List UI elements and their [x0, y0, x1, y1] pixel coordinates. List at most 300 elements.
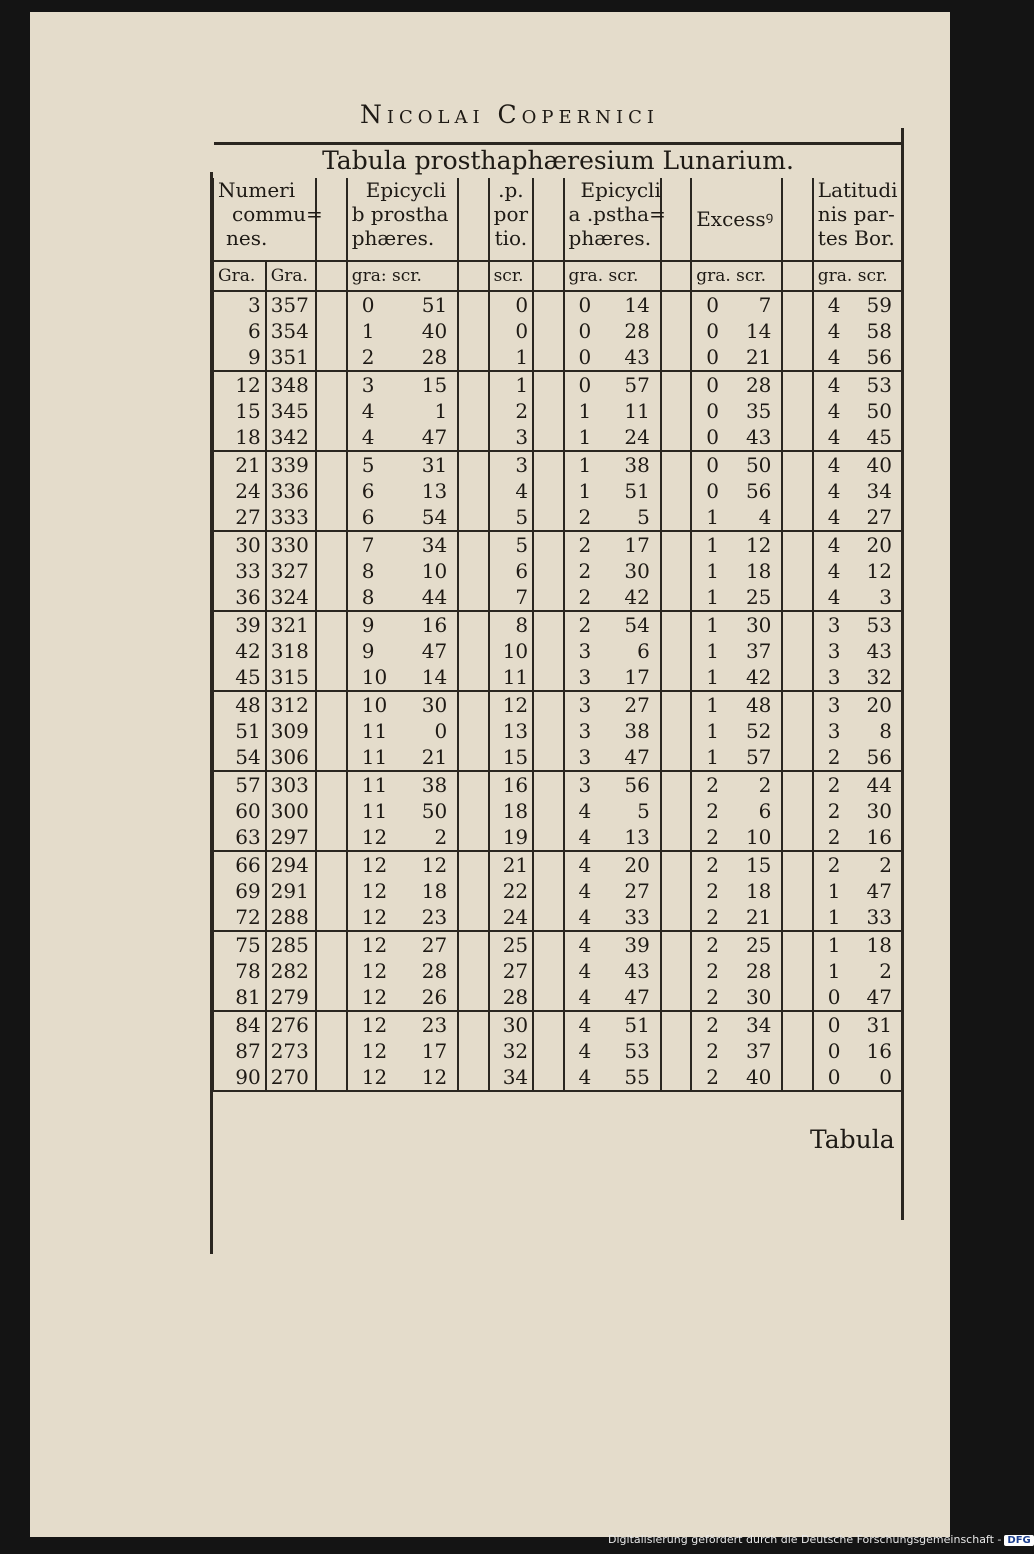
arg-degrees: 90: [213, 1064, 266, 1091]
proportio-value: 6: [489, 558, 534, 584]
degrees: 1: [578, 453, 592, 477]
excessus-value: [691, 904, 782, 931]
latitudo-value: [813, 504, 902, 531]
table-title: Tabula prosthaphæresium Lunarium.: [322, 146, 794, 175]
arg-degrees: 81: [213, 984, 266, 1011]
minutes: 38: [421, 773, 448, 797]
table-row: [213, 398, 902, 424]
arg-complement: 357: [266, 291, 317, 318]
header-numeri-communes: Numeri commu= nes.: [213, 178, 316, 261]
epicycli-a-value: [564, 1064, 661, 1091]
minutes: 16: [421, 613, 448, 637]
epicycli-b-value: [347, 718, 458, 744]
epicycli-a-value: [564, 531, 661, 558]
degrees: 0: [827, 1039, 841, 1063]
minutes: 53: [866, 613, 892, 637]
degrees: 1: [706, 613, 719, 637]
table-row: [213, 1064, 902, 1091]
proportio-value: 1: [489, 371, 534, 398]
minutes: 54: [624, 613, 650, 637]
minutes: 50: [745, 453, 772, 477]
minutes: 20: [866, 693, 892, 717]
degrees: 2: [706, 853, 719, 877]
proportio-value: 21: [489, 851, 534, 878]
degrees: 4: [827, 533, 841, 557]
minutes: 40: [421, 319, 448, 343]
degrees: 0: [827, 1013, 841, 1037]
epicycli-b-value: [347, 851, 458, 878]
minutes: 44: [421, 585, 448, 609]
excessus-value: [691, 718, 782, 744]
degrees: 2: [827, 773, 841, 797]
table-row: [213, 851, 902, 878]
degrees: 6: [361, 505, 375, 529]
minutes: 47: [866, 879, 892, 903]
unit-gra-2: Gra.: [266, 261, 317, 291]
epicycli-a-value: [564, 1011, 661, 1038]
excessus-value: [691, 478, 782, 504]
running-head: Nicolai Copernici: [360, 100, 659, 129]
arg-complement: 309: [266, 718, 317, 744]
degrees: 1: [706, 505, 719, 529]
epicycli-a-value: [564, 371, 661, 398]
degrees: 0: [706, 425, 719, 449]
degrees: 12: [361, 853, 388, 877]
arg-degrees: 60: [213, 798, 266, 824]
minutes: 5: [637, 505, 650, 529]
arg-complement: 282: [266, 958, 317, 984]
latitudo-value: [813, 1011, 902, 1038]
latitudo-value: [813, 984, 902, 1011]
degrees: 4: [827, 345, 841, 369]
minutes: 43: [624, 959, 650, 983]
minutes: 43: [745, 425, 772, 449]
latitudo-value: [813, 904, 902, 931]
epicycli-b-value: [347, 664, 458, 691]
proportio-value: 25: [489, 931, 534, 958]
table-row: [213, 1038, 902, 1064]
degrees: 9: [361, 613, 375, 637]
minutes: 21: [745, 905, 772, 929]
excessus-value: [691, 558, 782, 584]
degrees: 0: [827, 985, 841, 1009]
degrees: 0: [706, 319, 719, 343]
degrees: 2: [827, 853, 841, 877]
minutes: 2: [879, 853, 892, 877]
epicycli-b-value: [347, 558, 458, 584]
degrees: 3: [827, 613, 841, 637]
minutes: 40: [745, 1065, 772, 1089]
excessus-value: [691, 451, 782, 478]
epicycli-b-value: [347, 638, 458, 664]
proportio-value: 13: [489, 718, 534, 744]
degrees: 4: [578, 799, 592, 823]
epicycli-a-value: [564, 958, 661, 984]
degrees: 0: [706, 479, 719, 503]
minutes: 50: [866, 399, 892, 423]
latitudo-value: [813, 931, 902, 958]
minutes: 56: [624, 773, 650, 797]
table-row: [213, 1011, 902, 1038]
header-epicycli-b: Epicycli b prostha phæres.: [347, 178, 458, 261]
epicycli-a-value: [564, 504, 661, 531]
degrees: 0: [578, 373, 592, 397]
degrees: 1: [706, 693, 719, 717]
degrees: 4: [578, 1039, 592, 1063]
table-row: [213, 291, 902, 318]
degrees: 4: [827, 373, 841, 397]
degrees: 1: [827, 905, 841, 929]
excessus-value: [691, 958, 782, 984]
degrees: 2: [827, 799, 841, 823]
epicycli-b-value: [347, 451, 458, 478]
degrees: 2: [827, 825, 841, 849]
footer-credit: [608, 1533, 1034, 1546]
minutes: 0: [434, 719, 448, 743]
table-row: [213, 558, 902, 584]
minutes: 8: [879, 719, 892, 743]
minutes: 47: [624, 985, 650, 1009]
arg-complement: 348: [266, 371, 317, 398]
epicycli-a-value: [564, 398, 661, 424]
minutes: 4: [758, 505, 772, 529]
proportio-value: 15: [489, 744, 534, 771]
unit-proportio: scr.: [489, 261, 534, 291]
degrees: 8: [361, 559, 375, 583]
minutes: 51: [624, 479, 650, 503]
minutes: 43: [866, 639, 892, 663]
degrees: 4: [578, 959, 592, 983]
proportio-value: 4: [489, 478, 534, 504]
degrees: 3: [361, 373, 375, 397]
degrees: 4: [578, 985, 592, 1009]
minutes: 0: [879, 1065, 892, 1089]
minutes: 47: [421, 425, 448, 449]
minutes: 47: [421, 639, 448, 663]
table-row: [213, 984, 902, 1011]
degrees: 11: [361, 719, 388, 743]
excessus-value: [691, 584, 782, 611]
minutes: 56: [866, 745, 892, 769]
proportio-value: 0: [489, 291, 534, 318]
degrees: 1: [578, 479, 592, 503]
table-row: [213, 584, 902, 611]
degrees: 0: [706, 293, 719, 317]
degrees: 4: [827, 505, 841, 529]
epicycli-b-value: [347, 478, 458, 504]
minutes: 10: [421, 559, 448, 583]
minutes: 14: [421, 665, 448, 689]
excessus-value: [691, 424, 782, 451]
latitudo-value: [813, 558, 902, 584]
latitudo-value: [813, 344, 902, 371]
degrees: 9: [361, 639, 375, 663]
arg-degrees: 42: [213, 638, 266, 664]
arg-degrees: 18: [213, 424, 266, 451]
arg-complement: 294: [266, 851, 317, 878]
minutes: 58: [866, 319, 892, 343]
minutes: 18: [866, 933, 892, 957]
minutes: 2: [758, 773, 772, 797]
degrees: 1: [578, 399, 592, 423]
proportio-value: 1: [489, 344, 534, 371]
minutes: 37: [745, 1039, 772, 1063]
arg-degrees: 69: [213, 878, 266, 904]
minutes: 27: [866, 505, 892, 529]
table-row: [213, 931, 902, 958]
degrees: 2: [578, 559, 592, 583]
header-excessus: Excessꝰ: [691, 178, 782, 261]
epicycli-b-value: [347, 798, 458, 824]
degrees: 8: [361, 585, 375, 609]
degrees: 1: [578, 425, 592, 449]
degrees: 1: [706, 719, 719, 743]
minutes: 6: [637, 639, 650, 663]
degrees: 4: [827, 319, 841, 343]
arg-complement: 321: [266, 611, 317, 638]
arg-complement: 285: [266, 931, 317, 958]
arg-degrees: 15: [213, 398, 266, 424]
degrees: 3: [827, 639, 841, 663]
degrees: 0: [578, 319, 592, 343]
degrees: 1: [706, 585, 719, 609]
minutes: 53: [866, 373, 892, 397]
table-row: [213, 664, 902, 691]
minutes: 34: [421, 533, 448, 557]
arg-degrees: 3: [213, 291, 266, 318]
minutes: 25: [745, 933, 772, 957]
latitudo-value: [813, 291, 902, 318]
arg-degrees: 33: [213, 558, 266, 584]
minutes: 54: [421, 505, 448, 529]
degrees: 11: [361, 745, 388, 769]
minutes: 14: [624, 293, 650, 317]
footer-text: Digitalisierung gefördert durch die Deutsche Forschungsgemeinschaft -: [608, 1533, 1002, 1546]
latitudo-value: [813, 718, 902, 744]
epicycli-b-value: [347, 744, 458, 771]
arg-complement: 324: [266, 584, 317, 611]
degrees: 3: [827, 665, 841, 689]
epicycli-b-value: [347, 504, 458, 531]
minutes: 35: [745, 399, 772, 423]
latitudo-value: [813, 531, 902, 558]
proportio-value: 3: [489, 451, 534, 478]
latitudo-value: [813, 478, 902, 504]
degrees: 4: [827, 479, 841, 503]
minutes: 23: [421, 905, 448, 929]
epicycli-a-value: [564, 664, 661, 691]
excessus-value: [691, 824, 782, 851]
arg-degrees: 72: [213, 904, 266, 931]
arg-complement: 342: [266, 424, 317, 451]
epicycli-a-value: [564, 291, 661, 318]
arg-complement: 339: [266, 451, 317, 478]
degrees: 4: [361, 425, 375, 449]
unit-latitudo: gra. scr.: [813, 261, 902, 291]
degrees: 0: [706, 399, 719, 423]
epicycli-a-value: [564, 691, 661, 718]
minutes: 50: [421, 799, 448, 823]
minutes: 51: [421, 293, 448, 317]
proportio-value: 32: [489, 1038, 534, 1064]
table-row: [213, 798, 902, 824]
minutes: 37: [745, 639, 772, 663]
epicycli-a-value: [564, 718, 661, 744]
excessus-value: [691, 531, 782, 558]
epicycli-a-value: [564, 638, 661, 664]
epicycli-b-value: [347, 824, 458, 851]
minutes: 13: [421, 479, 448, 503]
minutes: 42: [745, 665, 772, 689]
arg-complement: 333: [266, 504, 317, 531]
degrees: 2: [578, 613, 592, 637]
epicycli-a-value: [564, 904, 661, 931]
epicycli-b-value: [347, 1064, 458, 1091]
proportio-value: 7: [489, 584, 534, 611]
minutes: 12: [745, 533, 772, 557]
latitudo-value: [813, 584, 902, 611]
minutes: 27: [624, 879, 650, 903]
minutes: 3: [879, 585, 892, 609]
epicycli-b-value: [347, 1038, 458, 1064]
minutes: 11: [624, 399, 650, 423]
minutes: 25: [745, 585, 772, 609]
degrees: 7: [361, 533, 375, 557]
table-row: [213, 878, 902, 904]
epicycli-b-value: [347, 878, 458, 904]
degrees: 4: [827, 559, 841, 583]
degrees: 1: [706, 559, 719, 583]
minutes: 12: [866, 559, 892, 583]
proportio-value: 18: [489, 798, 534, 824]
arg-degrees: 36: [213, 584, 266, 611]
degrees: 4: [578, 933, 592, 957]
arg-degrees: 84: [213, 1011, 266, 1038]
epicycli-b-value: [347, 958, 458, 984]
minutes: 44: [866, 773, 892, 797]
excessus-value: [691, 798, 782, 824]
latitudo-value: [813, 664, 902, 691]
latitudo-value: [813, 318, 902, 344]
epicycli-b-value: [347, 904, 458, 931]
minutes: 30: [624, 559, 650, 583]
minutes: 10: [745, 825, 772, 849]
epicycli-b-value: [347, 291, 458, 318]
latitudo-value: [813, 771, 902, 798]
latitudo-value: [813, 371, 902, 398]
degrees: 12: [361, 933, 388, 957]
arg-degrees: 66: [213, 851, 266, 878]
table-row: [213, 451, 902, 478]
minutes: 30: [745, 613, 772, 637]
excessus-value: [691, 878, 782, 904]
proportio-value: 10: [489, 638, 534, 664]
excessus-value: [691, 771, 782, 798]
table-row: [213, 904, 902, 931]
latitudo-value: [813, 451, 902, 478]
table-row: [213, 344, 902, 371]
excessus-value: [691, 691, 782, 718]
excessus-value: [691, 1038, 782, 1064]
minutes: 28: [745, 959, 772, 983]
latitudo-value: [813, 851, 902, 878]
minutes: 17: [624, 665, 650, 689]
minutes: 55: [624, 1065, 650, 1089]
unit-epicycli-b: gra: scr.: [347, 261, 458, 291]
degrees: 2: [361, 345, 375, 369]
arg-degrees: 75: [213, 931, 266, 958]
column-header-row: [213, 178, 902, 261]
minutes: 28: [745, 373, 772, 397]
epicycli-b-value: [347, 371, 458, 398]
minutes: 38: [624, 453, 650, 477]
arg-complement: 351: [266, 344, 317, 371]
epicycli-b-value: [347, 691, 458, 718]
minutes: 52: [745, 719, 772, 743]
degrees: 12: [361, 1013, 388, 1037]
arg-degrees: 54: [213, 744, 266, 771]
degrees: 2: [706, 879, 719, 903]
minutes: 16: [866, 825, 892, 849]
epicycli-b-value: [347, 1011, 458, 1038]
minutes: 43: [624, 345, 650, 369]
proportio-value: 12: [489, 691, 534, 718]
arg-degrees: 24: [213, 478, 266, 504]
unit-excessus: gra. scr.: [691, 261, 782, 291]
minutes: 2: [434, 825, 448, 849]
dfg-logo: DFG: [1004, 1535, 1033, 1546]
degrees: 4: [578, 1013, 592, 1037]
arg-degrees: 51: [213, 718, 266, 744]
epicycli-a-value: [564, 851, 661, 878]
minutes: 20: [624, 853, 650, 877]
degrees: 0: [361, 293, 375, 317]
degrees: 4: [827, 399, 841, 423]
proportio-value: 19: [489, 824, 534, 851]
minutes: 34: [866, 479, 892, 503]
minutes: 45: [866, 425, 892, 449]
minutes: 59: [866, 293, 892, 317]
arg-degrees: 48: [213, 691, 266, 718]
minutes: 18: [421, 879, 448, 903]
arg-complement: 273: [266, 1038, 317, 1064]
arg-degrees: 27: [213, 504, 266, 531]
degrees: 2: [706, 905, 719, 929]
table-row: [213, 318, 902, 344]
minutes: 51: [624, 1013, 650, 1037]
degrees: 2: [578, 505, 592, 529]
excessus-value: [691, 398, 782, 424]
degrees: 1: [827, 959, 841, 983]
epicycli-a-value: [564, 424, 661, 451]
degrees: 2: [578, 533, 592, 557]
excessus-value: [691, 984, 782, 1011]
minutes: 16: [866, 1039, 892, 1063]
degrees: 12: [361, 1039, 388, 1063]
arg-complement: 276: [266, 1011, 317, 1038]
table-row: [213, 531, 902, 558]
minutes: 57: [745, 745, 772, 769]
table-row: [213, 638, 902, 664]
degrees: 3: [578, 719, 592, 743]
excessus-value: [691, 638, 782, 664]
minutes: 17: [624, 533, 650, 557]
proportio-value: 27: [489, 958, 534, 984]
minutes: 28: [624, 319, 650, 343]
arg-degrees: 45: [213, 664, 266, 691]
degrees: 0: [706, 373, 719, 397]
degrees: 10: [361, 665, 388, 689]
